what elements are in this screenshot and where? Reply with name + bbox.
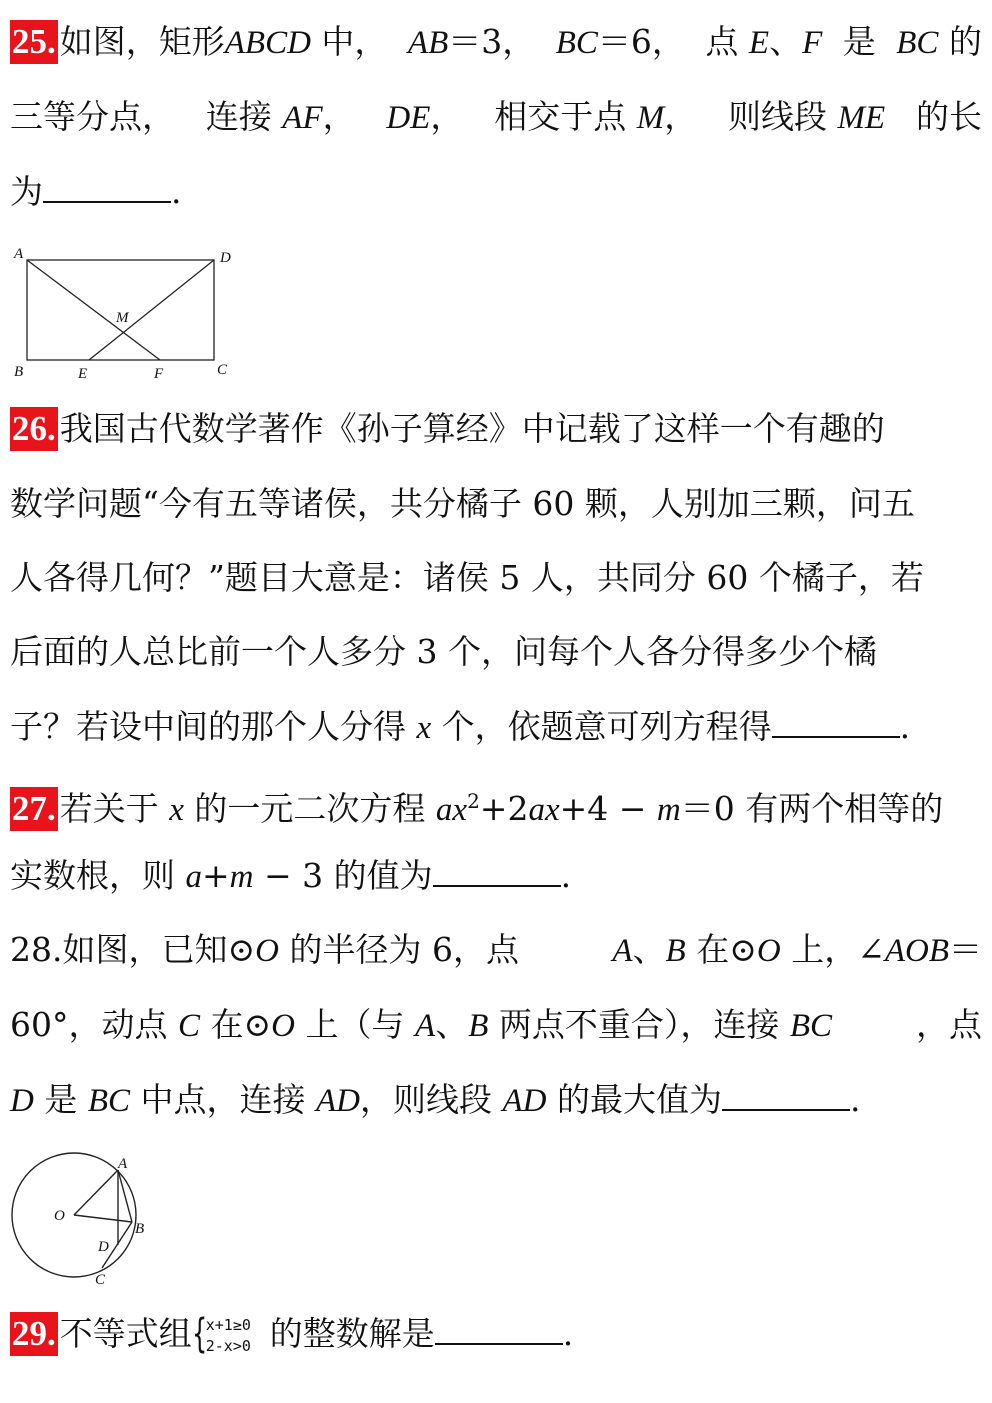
q25-line3 xyxy=(10,168,982,216)
text: 28.如图，已知⊙ xyxy=(10,930,256,969)
label-d: D xyxy=(220,250,231,266)
text: ＝0 xyxy=(680,789,735,828)
text: 的长 xyxy=(915,97,982,136)
text: 在⊙ xyxy=(696,930,757,969)
q25-line2 xyxy=(10,93,982,141)
text: DE xyxy=(386,100,431,136)
text: + xyxy=(202,856,230,895)
text: 是 xyxy=(44,1080,78,1119)
text: 、 xyxy=(435,1005,469,1044)
text: 、 xyxy=(769,22,803,61)
text: m xyxy=(229,859,254,895)
q26-line4: 后面的人总比前一个人多分 3 个，问每个人各分得多少个橘 xyxy=(10,632,877,671)
text: BC xyxy=(789,1008,833,1044)
text: . xyxy=(850,1080,861,1119)
text: D xyxy=(10,1083,34,1119)
text: +2 xyxy=(479,789,529,828)
label-d: D xyxy=(98,1239,109,1255)
answer-blank-29[interactable] xyxy=(435,1313,563,1345)
text: AB xyxy=(407,25,449,61)
text: 则线段 xyxy=(728,97,828,136)
q28-line2 xyxy=(10,1001,982,1049)
text: B xyxy=(468,1008,489,1044)
text: 的最大值为 xyxy=(557,1080,723,1119)
answer-blank-25[interactable] xyxy=(43,171,171,203)
text: . xyxy=(562,1314,574,1353)
text: A xyxy=(612,933,633,969)
text: BC xyxy=(87,1083,131,1119)
text: O xyxy=(255,933,279,969)
text: AOB xyxy=(884,933,949,969)
text: x xyxy=(169,792,184,828)
text: 60°，动点 xyxy=(10,1005,168,1044)
text: ，则线段 xyxy=(360,1080,493,1119)
text: F xyxy=(802,25,823,61)
text: A xyxy=(415,1008,436,1044)
text: ＝ xyxy=(949,930,982,969)
text: 点 xyxy=(705,22,739,61)
text: ， xyxy=(664,97,698,136)
label-e: E xyxy=(78,366,88,382)
answer-blank-27[interactable] xyxy=(433,855,561,887)
text: +4 − xyxy=(559,789,657,828)
text: 上，∠ xyxy=(791,930,885,969)
q26-line3: 人各得几何？”题目大意是：诸侯 5 人，共同分 60 个橘子，若 xyxy=(10,558,924,597)
q25-line1 xyxy=(10,18,982,66)
text: 上（与 xyxy=(305,1005,405,1044)
text: 个，依题意可列方程得 xyxy=(441,707,772,746)
label-o: O xyxy=(54,1208,65,1224)
inequality-system xyxy=(192,1312,270,1360)
text: ax xyxy=(435,792,468,828)
text: . xyxy=(560,856,572,895)
text: ME xyxy=(837,100,886,136)
text: O xyxy=(756,933,781,969)
text: 的半径为 6，点 xyxy=(289,930,519,969)
circle-figure xyxy=(6,1150,166,1290)
question-number-29: 29. xyxy=(10,1312,58,1356)
text: ABCD xyxy=(224,25,311,61)
answer-blank-26[interactable] xyxy=(772,706,900,738)
text: 三等分点， xyxy=(10,97,175,136)
text: a xyxy=(185,859,202,895)
text: 2-x>0 xyxy=(205,1337,251,1355)
text: BC xyxy=(896,25,939,61)
text: C xyxy=(178,1008,201,1044)
text: 、 xyxy=(632,930,666,969)
text: 中， xyxy=(321,22,388,61)
q27-line1 xyxy=(10,777,982,828)
question-number-25: 25. xyxy=(10,20,58,64)
text: 中点，连接 xyxy=(140,1080,306,1119)
label-b: B xyxy=(14,364,24,380)
text: m xyxy=(656,792,681,828)
label-m: M xyxy=(116,310,129,326)
text: ， xyxy=(430,97,464,136)
text: ，点 xyxy=(916,1005,982,1044)
text: . xyxy=(899,707,911,746)
text: x xyxy=(416,710,432,746)
q28-line1 xyxy=(10,926,982,974)
text: 的一元二次方程 xyxy=(194,789,426,828)
text: 是 xyxy=(842,22,876,61)
text: 如图，矩形 xyxy=(59,22,225,61)
text: ax xyxy=(528,792,560,828)
text: ＝3， xyxy=(448,22,536,61)
question-number-27: 27. xyxy=(10,787,58,831)
q26-line1 xyxy=(10,405,982,453)
text: 相交于点 xyxy=(494,97,627,136)
question-number-26: 26. xyxy=(10,407,58,451)
text: E xyxy=(748,25,770,61)
text: 2 xyxy=(467,789,480,813)
text: 的整数解是 xyxy=(269,1314,435,1353)
text: x+1≥0 xyxy=(205,1316,251,1334)
text: O xyxy=(271,1008,296,1044)
text: 不等式组 xyxy=(59,1314,192,1353)
text: 连接 xyxy=(205,97,272,136)
rectangle-figure xyxy=(8,238,248,388)
answer-blank-28[interactable] xyxy=(722,1079,850,1111)
text: AD xyxy=(502,1083,547,1119)
q28-line3 xyxy=(10,1076,982,1124)
text: 若关于 xyxy=(59,789,159,828)
text: . xyxy=(171,172,182,211)
label-c: C xyxy=(217,362,228,378)
text: BC xyxy=(555,25,598,61)
q29-line xyxy=(10,1310,982,1358)
text: 为 xyxy=(10,172,43,211)
q27-line2 xyxy=(10,852,982,900)
label-c: C xyxy=(95,1272,106,1288)
label-a: A xyxy=(118,1156,128,1172)
brace-icon: { xyxy=(191,1311,208,1357)
text: 在⊙ xyxy=(210,1005,272,1044)
text: ＝6， xyxy=(597,22,685,61)
text: 有两个相等的 xyxy=(745,789,944,828)
label-a: A xyxy=(14,246,24,262)
text: AD xyxy=(316,1083,361,1119)
label-b: B xyxy=(135,1221,145,1237)
text: AF xyxy=(282,100,323,136)
label-f: F xyxy=(154,366,164,382)
text: 我国古代数学著作《孙子算经》中记载了这样一个有趣的 xyxy=(59,409,885,448)
text: ， xyxy=(322,97,356,136)
text: − 3 的值为 xyxy=(253,856,433,895)
text: B xyxy=(665,933,686,969)
q26-line2: 数学问题“今有五等诸侯，共分橘子 60 颗，人别加三颗，问五 xyxy=(10,484,915,523)
text: 两点不重合），连接 xyxy=(498,1005,780,1044)
text: M xyxy=(636,100,665,136)
text: 子？若设中间的那个人分得 xyxy=(10,707,406,746)
text: 实数根，则 xyxy=(10,856,175,895)
q26-line5 xyxy=(10,703,982,751)
text: 的 xyxy=(948,22,982,61)
